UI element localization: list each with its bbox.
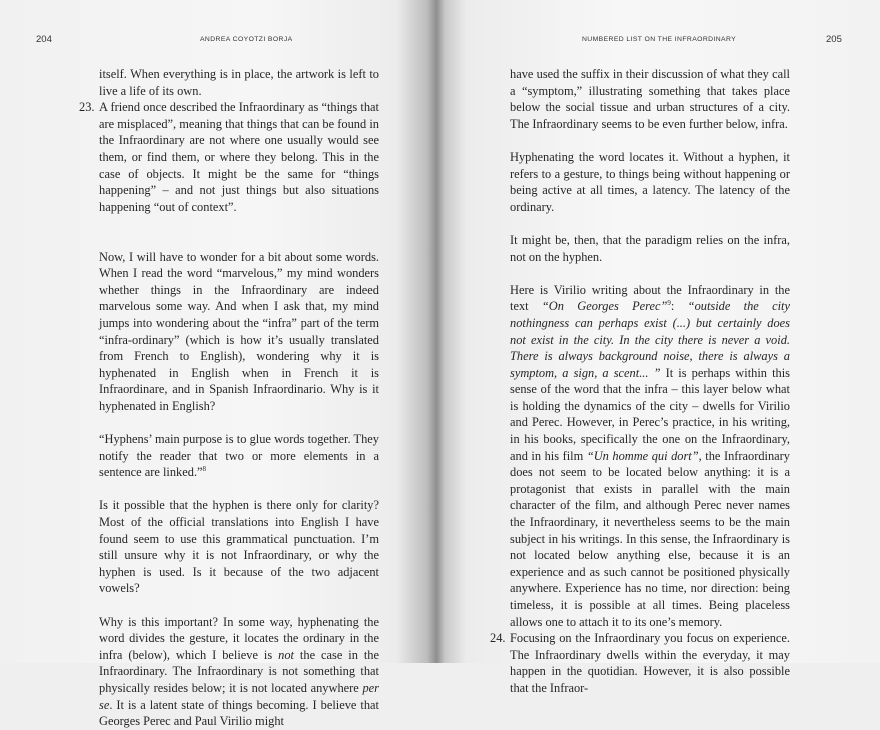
item-text: A friend once described the Infraordinary as “things that are misplaced”, meaning that things that can be found in the Infraordinary are not where one usually would see them, or find them, or where they belong. This in the case of objects. It might be the same for “things happening” – and not just things but also situations happening “out of context”.: [99, 100, 379, 214]
text-segment: :: [670, 299, 688, 314]
footnote-ref-9: 9: [667, 299, 671, 308]
paragraph-wonder: Now, I will have to wonder for a bit about some words. When I read the word “marvelous,” my mind wonders whether things in the Infraordinary are indeed marvelous some way. And when I ask that, my mind jumps into wondering about the “infra” part of the term “infra-ordinary” (which is how it’s usually translated from French to English), wondering why it is hyphenated in English when in French it is Infraordinare, and in Spanish Infraordinario. Why is it hyphenated in English?: [99, 249, 379, 413]
left-page-number: 204: [36, 34, 52, 45]
paragraph-suffix: have used the suffix in their discussion of what they call a “symptom,” illustrating something that takes place below the social tissue and urban structures of a city. The Infraordinary seems to be even further below, infra.: [510, 67, 790, 131]
paragraph-intro: itself. When everything is in place, the artwork is left to live a life of its own.: [99, 67, 379, 98]
italic-film-title: “Un homme qui dort”: [586, 448, 699, 463]
text-segment: the case in the Infraordinary. The Infraordinary is not something that physically resides below; it is not located anywhere: [99, 647, 379, 695]
paragraph-hyphens: [79, 431, 379, 481]
list-item-24: [490, 630, 790, 696]
paragraph-paradigm: It might be, then, that the paradigm relies on the infra, not on the hyphen.: [510, 232, 790, 264]
paragraph-clarity: Is it possible that the hyphen is there only for clarity? Most of the official translations into English I have found seem to use this grammatical punctuation. I’m still unsure why it is not Infraordinary, or why the hyphen is used. Is it because of the two adjacent vowels?: [99, 498, 379, 596]
text-segment: It is perhaps within this sense of the word that the infra – this layer below what is holding the dynamics of the city – dwells for Virilio and Perec. However, in Perec’s practice, in his writing, in his books, specifically the one on the Infraordinary, and in his film: [510, 365, 790, 463]
right-page-body: [490, 66, 790, 697]
text-segment: Why is this important? In some way, hyphenating the word divides the gesture, it locates the ordinary in the infra (below), which I believe is: [99, 614, 379, 662]
footnote-ref-8: 8: [202, 465, 207, 474]
item-number: 23.: [79, 100, 95, 115]
text-segment: , the Infraordinary does not seem to be located below anything: it is a protagonist that exists in parallel with the main character of the film, and although Perec never names the Infraordinary, it nevertheless seems to be the main subject in his writings. In this sense, the Infraordinary is not located below anything else, because it is an experience and as such cannot be positioned physically anywhere. Experience has no time, nor direction: being timeless, it is possible at all times. Being placeless allows one to attach it to its one’s memory.: [510, 448, 791, 629]
right-running-head: NUMBERED LIST ON THE INFRAORDINARY: [582, 36, 737, 43]
emphasis-per-se: per se: [99, 680, 379, 712]
paragraph-virilio: [490, 282, 790, 630]
item-text: Focusing on the Infraordinary you focus on experience. The Infraordinary dwells within the everyday, it may happen in the quotidian. However, it is also possible that the Infraor-: [510, 631, 790, 695]
item-number: 24.: [490, 631, 506, 646]
emphasis-not: not: [278, 647, 294, 662]
italic-quote: “outside the city nothingness can perhaps exist (...) but certainly does not exist in the city. In the city there is never a void. There is always background noise, there is always a symptom, a sign, a scent... ”: [510, 299, 790, 380]
list-item-23: [79, 99, 379, 215]
text-segment: Here is Virilio writing about the Infraordinary in the text: [510, 282, 790, 314]
text-segment: . It is a latent state of things becoming. I believe that Georges Perec and Paul Virilio might: [99, 697, 379, 729]
paragraph-locates: Hyphenating the word locates it. Without a hyphen, it refers to a gesture, to things being without happening or being active at all times, a latency. The latency of the ordinary.: [510, 149, 790, 214]
hyphens-quote: “Hyphens’ main purpose is to glue words together. They notify the reader that two or more elements in a sentence are linked.”: [99, 432, 379, 480]
right-page-number: 205: [826, 34, 842, 45]
paragraph-why-important: [79, 614, 379, 730]
left-page-body: [79, 66, 379, 730]
italic-title: “On Georges Perec”: [541, 299, 668, 314]
left-running-head: ANDREA COYOTZI BORJA: [200, 36, 293, 43]
